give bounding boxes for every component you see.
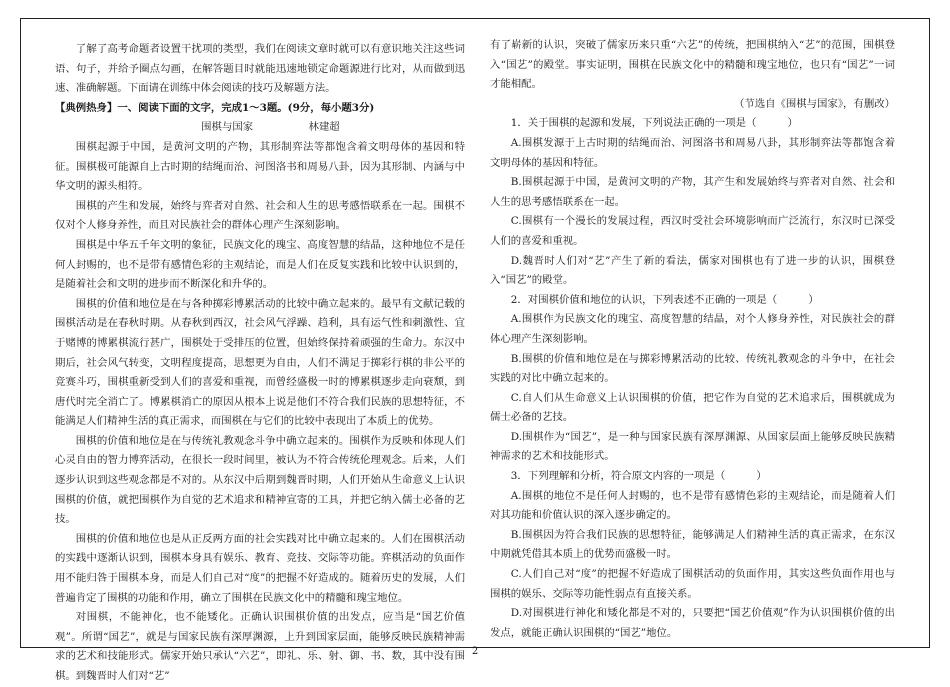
question-option: D.魏晋时人们对“艺”产生了新的看法，儒家对围棋也有了进一步的认识，围棋登入“国艺”的殿堂。 — [490, 254, 895, 287]
question-option: A.围棋的地位不是任何人封赐的，也不是带有感情色彩的主观结论，而是随着人们对其功能和价值认识的深入逐步确定的。 — [490, 489, 895, 522]
article-paragraph: 对围棋，不能神化，也不能矮化。正确认识围棋价值的出发点，应当是“国艺价值观”。所谓“国艺”，就是与国家民族有深厚渊源，上升到国家层面，能够反映民族精神需求的艺术和技能形式。儒家开始只承认“六艺”，即礼、乐、射、御、书、数，其中没有围棋。到魏晋时人们对“艺” — [55, 611, 465, 682]
article-author: 林建超 — [308, 121, 340, 134]
question-option: C.自人们从生命意义上认识围棋的价值，把它作为自觉的艺术追求后，围棋就成为儒士必备的艺技。 — [490, 391, 895, 424]
question-option: D.对围棋进行神化和矮化都是不对的，只要把“国艺价值观”作为认识围棋价值的出发点，就能正确认识围棋的“国艺”地位。 — [490, 607, 895, 639]
question-option: B.围棋因为符合我们民族的思想特征，能够满足人们精神生活的真正需求，在东汉中期就凭借其本质上的优势而盛极一时。 — [490, 528, 895, 561]
question-stem: 3．下列理解和分析，符合原文内容的一项是（ ） — [510, 470, 767, 483]
article-paragraph: 围棋的价值和地位是在与传统礼教观念斗争中确立起来的。围棋作为反映和体现人们心灵自由的智力博弈活动，在很长一段时间里，被认为不符合传统伦理观念。后来，人们逐步认识到这些观念都是不对的。从东汉中后期到魏晋时期，人们开始从生命意义上认识围棋的价值，就把围棋作为自觉的艺术追求和精神宣寄的工具，并把它纳入儒士必备的艺技。 — [55, 434, 465, 526]
article-paragraph: 围棋的产生和发展，始终与弈者对自然、社会和人生的思考感悟联系在一起。围棋不仅对个人修身养性，而且对民族社会的群体心理产生深刻影响。 — [55, 199, 465, 232]
right-column — [490, 36, 895, 643]
article-title: 围棋与国家 — [201, 121, 254, 134]
page-number: 2 — [471, 646, 479, 657]
question-option: C.围棋有一个漫长的发展过程，西汉时受社会环境影响而广泛流行，东汉时已深受人们的喜爱和重视。 — [490, 215, 895, 247]
article-paragraph: 围棋的价值和地位是在与各种掷彩博累活动的比较中确立起来的。最早有文献记载的围棋活动是在春秋时期。从春秋到西汉，社会风气浮躁、趋利，具有运气性和刺激性、宜于赌博的博累棋流行甚广，围棋处于受排压的位置，但始终保持着顽强的生命力。东汉中期后，社会风气转变，文明程度提高，思想更为自由，人们不满足于掷彩行棋的非公平的竞赛斗巧，围棋重新受到人们的喜爱和重视，而曾经盛极一时的博累棋逐步走向衰颓，到唐代时完全消亡了。博累棋消亡的原因从根本上说是他们不符合我们民族的思想特征，不能满足人们精神生活的真正需求，而围棋在与它们的比较中表现出了本质上的优势。 — [55, 297, 465, 428]
question-option: A.围棋发源于上古时期的结绳而治、河图洛书和周易八卦，其形制弈法等都饱含着文明母体的基因和特征。 — [490, 136, 895, 169]
article-continuation: 有了崭新的认识，突破了儒家历来只重“六艺”的传统，把围棋纳入“艺”的范围，围棋登入“国艺”的殿堂。事实证明，围棋在民族文化中的精髓和瑰宝地位，也只有“国艺”一词才能相配。 — [490, 39, 895, 91]
article-paragraph: 围棋是中华五千年文明的象征，民族文化的瑰宝、高度智慧的结晶，这种地位不是任何人封赐的，也不是带有感情色彩的主观结论，而是人们在反复实践和比较中认识到的，是随着社会和文明的进步而不断深化和升华的。 — [55, 238, 465, 291]
question-stem: 2．对围棋价值和地位的认识，下列表述不正确的一项是（ ） — [510, 293, 819, 306]
article-paragraph: 围棋的价值和地位也是从正反两方面的社会实践对比中确立起来的。人们在围棋活动的实践中逐渐认识到，围棋本身具有娱乐、教育、竞技、交际等功能。弈棋活动的负面作用不能归咎于围棋本身，而是人们自己对“度”的把握不好造成的。随着历史的发展，人们普遍肯定了围棋的功能和作用，确立了围棋在民族文化中的精髓和瑰宝地位。 — [55, 532, 465, 604]
intro-paragraph: 了解了高考命题者设置干扰项的类型，我们在阅读文章时就可以有意识地关注这些词语、句子，并给予圈点勾画，在解答题目时就能迅速地锁定命题源进行比对，从而做到迅速、准确解题。下面请在训练中体会阅读的技巧及解题方法。 — [55, 43, 465, 95]
exercise-heading — [55, 99, 465, 119]
article-source: （节选自《围棋与国家》，有删改） — [733, 97, 895, 110]
left-column — [55, 40, 465, 687]
question-option: B.围棋的价值和地位是在与掷彩博累活动的比较、传统礼教观念的斗争中，在社会实践的对比中确立起来的。 — [490, 352, 895, 385]
exercise-heading-text: 【典例热身】一、阅读下面的文字，完成1～3题。(9分，每小题3分) — [55, 101, 375, 114]
question-option: A.围棋作为民族文化的瑰宝、高度智慧的结晶，对个人修身养性，对民族社会的群体心理产生深刻影响。 — [490, 313, 895, 345]
question-option: D.围棋作为“国艺”，是一种与国家民族有深厚渊源、从国家层面上能够反映民族精神需求的艺术和技能形式。 — [490, 430, 895, 463]
question-option: C.人们自己对“度”的把握不好造成了围棋活动的负面作用，其实这些负面作用也与围棋的娱乐、交际等功能性弱点有直接关系。 — [490, 568, 895, 600]
question-option: B.围棋起源于中国，是黄河文明的产物，其产生和发展始终与弈者对自然、社会和人生的思考感悟联系在一起。 — [490, 176, 895, 208]
article-paragraph: 围棋起源于中国，是黄河文明的产物，其形制弈法等都饱含着文明母体的基因和特征。围棋极可能源自上古时期的结绳而治、河图洛书和周易八卦，因为其形制、内涵与中华文明的源头相符。 — [55, 140, 465, 193]
article-title-line — [55, 118, 465, 138]
question-stem: 1．关于围棋的起源和发展，下列说法正确的一项是（ ） — [510, 117, 798, 130]
